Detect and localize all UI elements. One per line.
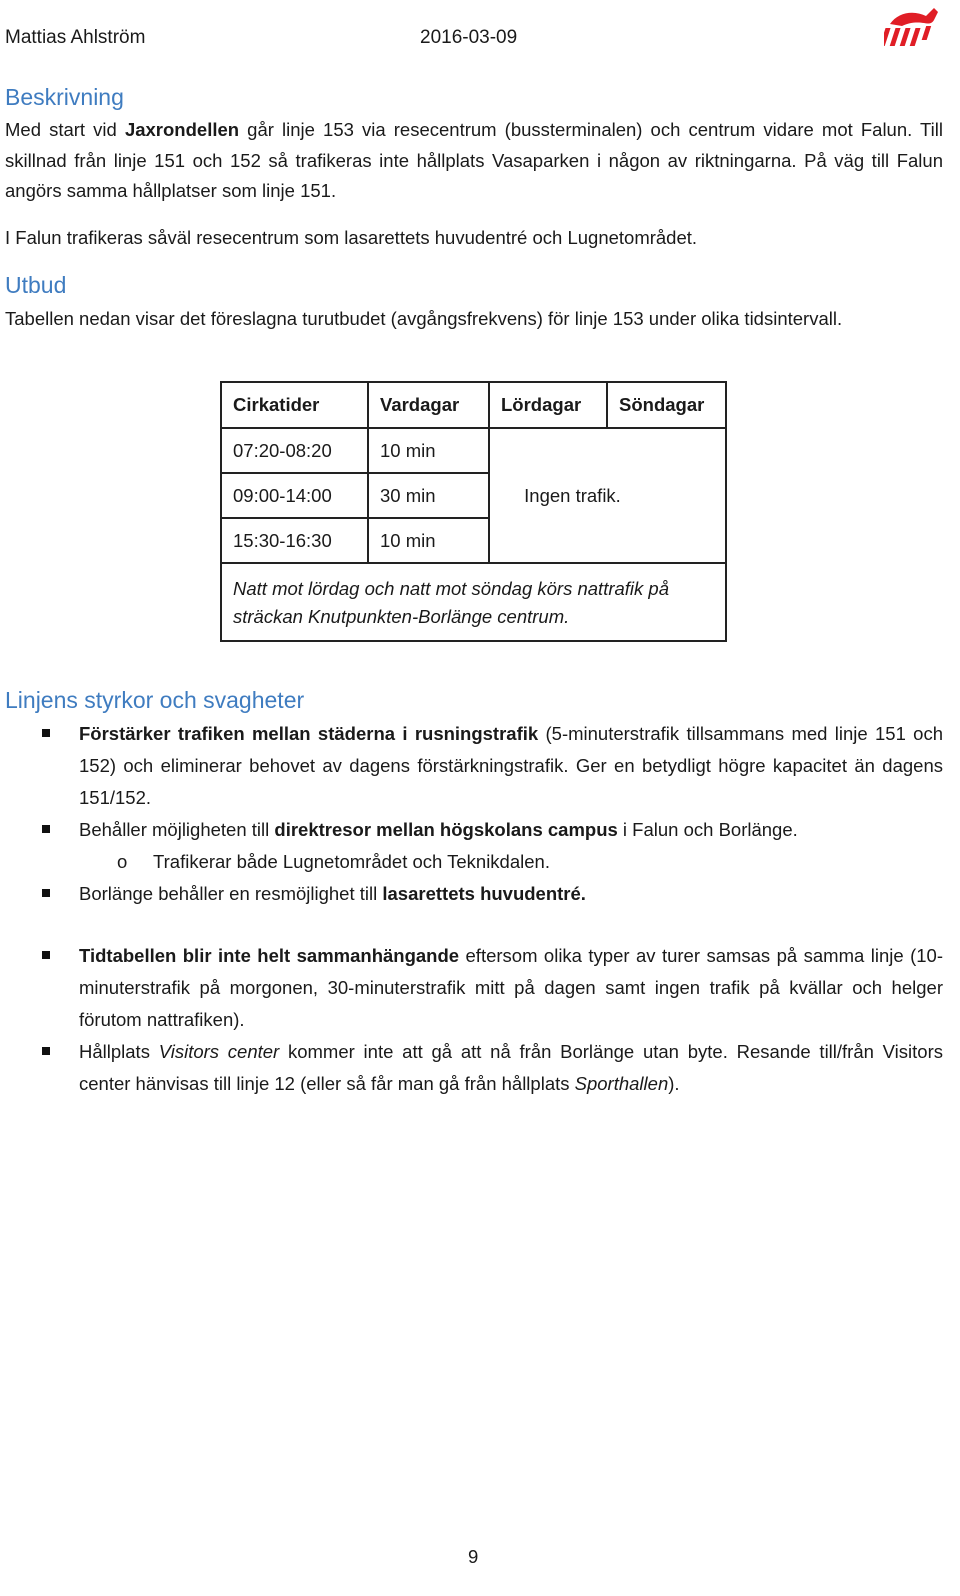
square-bullet-icon xyxy=(42,729,50,737)
time-cell: 07:20-08:20 xyxy=(221,428,368,473)
schedule-table xyxy=(220,381,727,642)
paragraph-utbud: Tabellen nedan visar det föreslagna turutbudet (avgångsfrekvens) för linje 153 under olika tidsintervall. xyxy=(5,308,843,329)
heading-beskrivning: Beskrivning xyxy=(5,84,124,110)
table-header-row xyxy=(221,382,726,428)
table-note: Natt mot lördag och natt mot söndag körs nattrafik på sträckan Knutpunkten-Borlänge centrum. xyxy=(221,563,726,641)
weekday-cell: 10 min xyxy=(368,518,489,563)
heading-styrkor: Linjens styrkor och svagheter xyxy=(5,687,305,713)
header-cell-vardagar: Vardagar xyxy=(368,382,489,428)
square-bullet-icon xyxy=(42,1047,50,1055)
paragraph-beskrivning-2: I Falun trafikeras såväl resecentrum som lasarettets huvudentré och Lugnetområdet. xyxy=(5,227,698,248)
heading-utbud: Utbud xyxy=(5,272,67,298)
header-cell-lordagar: Lördagar xyxy=(489,382,607,428)
time-cell: 09:00-14:00 xyxy=(221,473,368,518)
weekday-cell: 30 min xyxy=(368,473,489,518)
square-bullet-icon xyxy=(42,889,50,897)
list-item: Tidtabellen blir inte helt sammanhängande eftersom olika typer av turer samsas på samma linje (10-minuterstrafik på morgonen, 30-minuterstrafik mitt på dagen samt ingen trafik på kvällar och helger förutom nattrafiken). xyxy=(0,940,943,1036)
red-horse-logo-icon xyxy=(884,2,942,48)
header-cell-sondagar: Söndagar xyxy=(607,382,726,428)
paragraph-beskrivning-1: Med start vid Jaxrondellen går linje 153 via resecentrum (bussterminalen) och centrum vidare mot Falun. Till skillnad från linje 151 och 152 så trafikeras inte hållplats Vasaparken i någon av riktningarna. På väg till Falun angörs samma hållplatser som linje 151. xyxy=(5,119,943,201)
header-cell-cirkatider: Cirkatider xyxy=(221,382,368,428)
square-bullet-icon xyxy=(42,825,50,833)
weekday-cell: 10 min xyxy=(368,428,489,473)
header-author: Mattias Ahlström xyxy=(5,27,146,48)
list-item: Förstärker trafiken mellan städerna i rusningstrafik (5-minuterstrafik tillsammans med linje 151 och 152) och eliminerar behovet av dagens förstärkningstrafik. Ger en betydligt högre kapacitet än dagens 151/152. xyxy=(0,718,943,814)
table-row xyxy=(221,428,726,473)
weekend-cell: Ingen trafik. xyxy=(489,428,726,563)
square-bullet-icon xyxy=(42,951,50,959)
list-item: Hållplats Visitors center kommer inte att gå att nå från Borlänge utan byte. Resande till/från Visitors center hänvisas till linje 12 (eller så får man gå från hållplats Sporthallen). xyxy=(0,1036,943,1100)
circle-bullet-icon: o xyxy=(117,851,128,872)
header-date: 2016-03-09 xyxy=(420,27,518,48)
list-item: Borlänge behåller en resmöjlighet till lasarettets huvudentré. xyxy=(0,878,943,910)
page-number: 9 xyxy=(468,1546,479,1567)
table-note-row xyxy=(221,563,726,641)
time-cell: 15:30-16:30 xyxy=(221,518,368,563)
strengths-list xyxy=(0,718,943,910)
weaknesses-list xyxy=(0,940,943,1100)
list-item: Behåller möjligheten till direktresor mellan högskolans campus i Falun och Borlänge. xyxy=(0,814,943,846)
sub-list-item: o Trafikerar både Lugnetområdet och Teknikdalen. xyxy=(0,846,943,878)
